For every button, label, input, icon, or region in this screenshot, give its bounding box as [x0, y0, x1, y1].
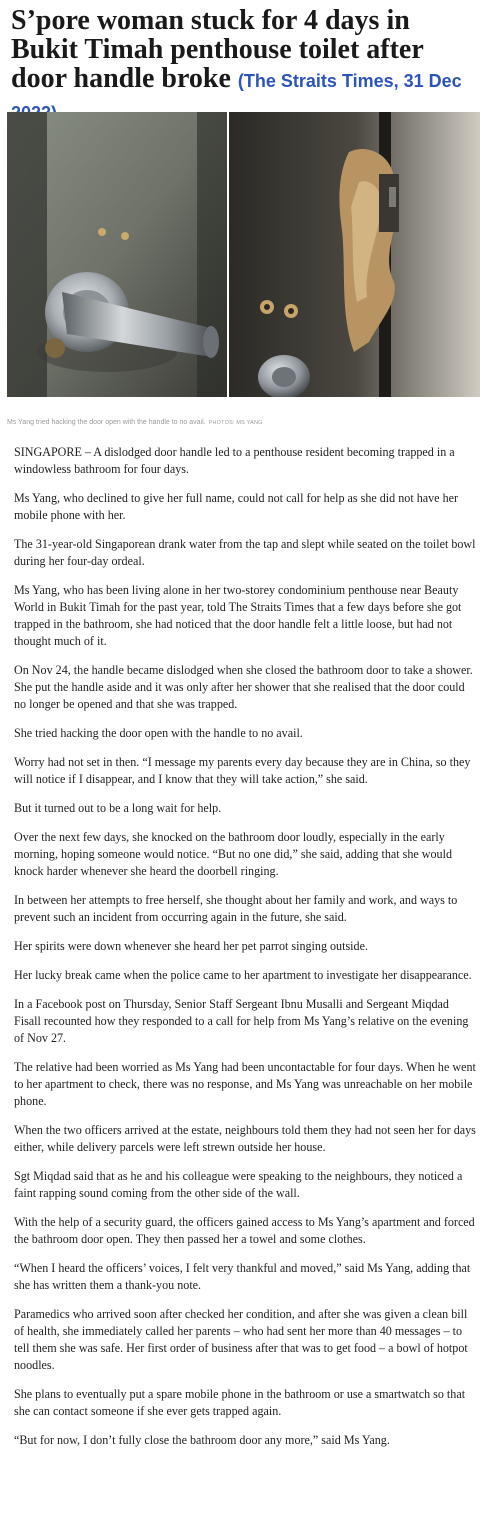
article-paragraph: She tried hacking the door open with the handle to no avail.: [14, 726, 303, 740]
headline: [11, 6, 481, 128]
article-paragraph: Sgt Miqdad said that as he and his colleague were speaking to the neighbours, they noticed a faint rapping sound coming from the other side of the wall.: [14, 1169, 463, 1200]
article-paragraph: Her spirits were down whenever she heard her pet parrot singing outside.: [14, 939, 368, 953]
article-paragraph: SINGAPORE – A dislodged door handle led to a penthouse resident becoming trapped in a windowless bathroom for four days.: [14, 445, 455, 476]
article-paragraph: The 31-year-old Singaporean drank water from the tap and slept while seated on the toilet bowl during her four-day ordeal.: [14, 537, 476, 568]
headline-title: S’pore woman stuck for 4 days in Bukit Timah penthouse toilet after door handle broke: [11, 5, 424, 94]
article-paragraph: Ms Yang, who declined to give her full name, could not call for help as she did not have her mobile phone with her.: [14, 491, 459, 522]
article-paragraph: On Nov 24, the handle became dislodged when she closed the bathroom door to take a shower. She put the handle aside and it was only after her shower that she realised that the door could no longer be opened and that she was trapped.: [14, 663, 473, 711]
article-paragraph: But it turned out to be a long wait for help.: [14, 801, 222, 815]
article-paragraph: The relative had been worried as Ms Yang had been uncontactable for four days. When he went to her apartment to check, there was no response, and Ms Yang was unreachable on her mobile phone.: [14, 1060, 476, 1108]
article-paragraph: Her lucky break came when the police came to her apartment to investigate her disappearance.: [14, 968, 472, 982]
photo-door-handle: [7, 112, 227, 397]
article-paragraph: With the help of a security guard, the officers gained access to Ms Yang’s apartment and forced the bathroom door open. They then passed her a towel and some clothes.: [14, 1215, 475, 1246]
article-paragraph: She plans to eventually put a spare mobile phone in the bathroom or use a smartwatch so that she can contact someone if she ever gets trapped again.: [14, 1387, 466, 1418]
photo-pair: [7, 112, 480, 397]
article-paragraph: “When I heard the officers’ voices, I felt very thankful and moved,” said Ms Yang, adding that she has written them a thank-you note.: [14, 1261, 471, 1292]
photo-caption: [7, 419, 263, 426]
headline-source: (The Straits Times, 31 Dec: [237, 71, 462, 91]
article-paragraph: When the two officers arrived at the estate, neighbours told them they had not seen her for days either, while delivery parcels were left strewn outside her house.: [14, 1123, 476, 1154]
article-paragraph: “But for now, I don’t fully close the bathroom door any more,” said Ms Yang.: [14, 1433, 390, 1447]
caption-text: Ms Yang tried hacking the door open with the handle to no avail.: [7, 419, 206, 426]
article-paragraph: In between her attempts to free herself, she thought about her family and work, and ways to prevent such an incident from occurring again in the future, she said.: [14, 893, 458, 924]
article-paragraph: Ms Yang, who has been living alone in her two-storey condominium penthouse near Beauty World in Bukit Timah for the past year, told The Straits Times that a few days before she got trapped in the bathroom, she had noticed that the door handle felt a little loose, but had not thought much of it.: [14, 583, 462, 648]
article-paragraph: Worry had not set in then. “I message my parents every day because they are in China, so they will notice if I disappear, and I know that they will take action,” she said.: [14, 755, 471, 786]
article-paragraph: Paramedics who arrived soon after checked her condition, and after she was given a clean bill of health, she immediately called her parents – who had sent her more than 40 messages – to tell them she was safe. Her first order of business after that was to get food – a bowl of hotpot noodles.: [14, 1307, 468, 1372]
article-paragraph: In a Facebook post on Thursday, Senior Staff Sergeant Ibnu Musalli and Sergeant Miqdad Fisall recounted how they responded to a call for help from Ms Yang’s relative on the evening of Nov 27.: [14, 997, 469, 1045]
article-body: [14, 444, 476, 1461]
photo-hacked-door: [229, 112, 480, 397]
photo-credit: PHOTOS: MS YANG: [208, 420, 263, 426]
article-paragraph: Over the next few days, she knocked on the bathroom door loudly, especially in the early morning, hoping someone would notice. “But no one did,” she said, adding that she would knock harder whenever she heard the doorbell ringing.: [14, 830, 452, 878]
